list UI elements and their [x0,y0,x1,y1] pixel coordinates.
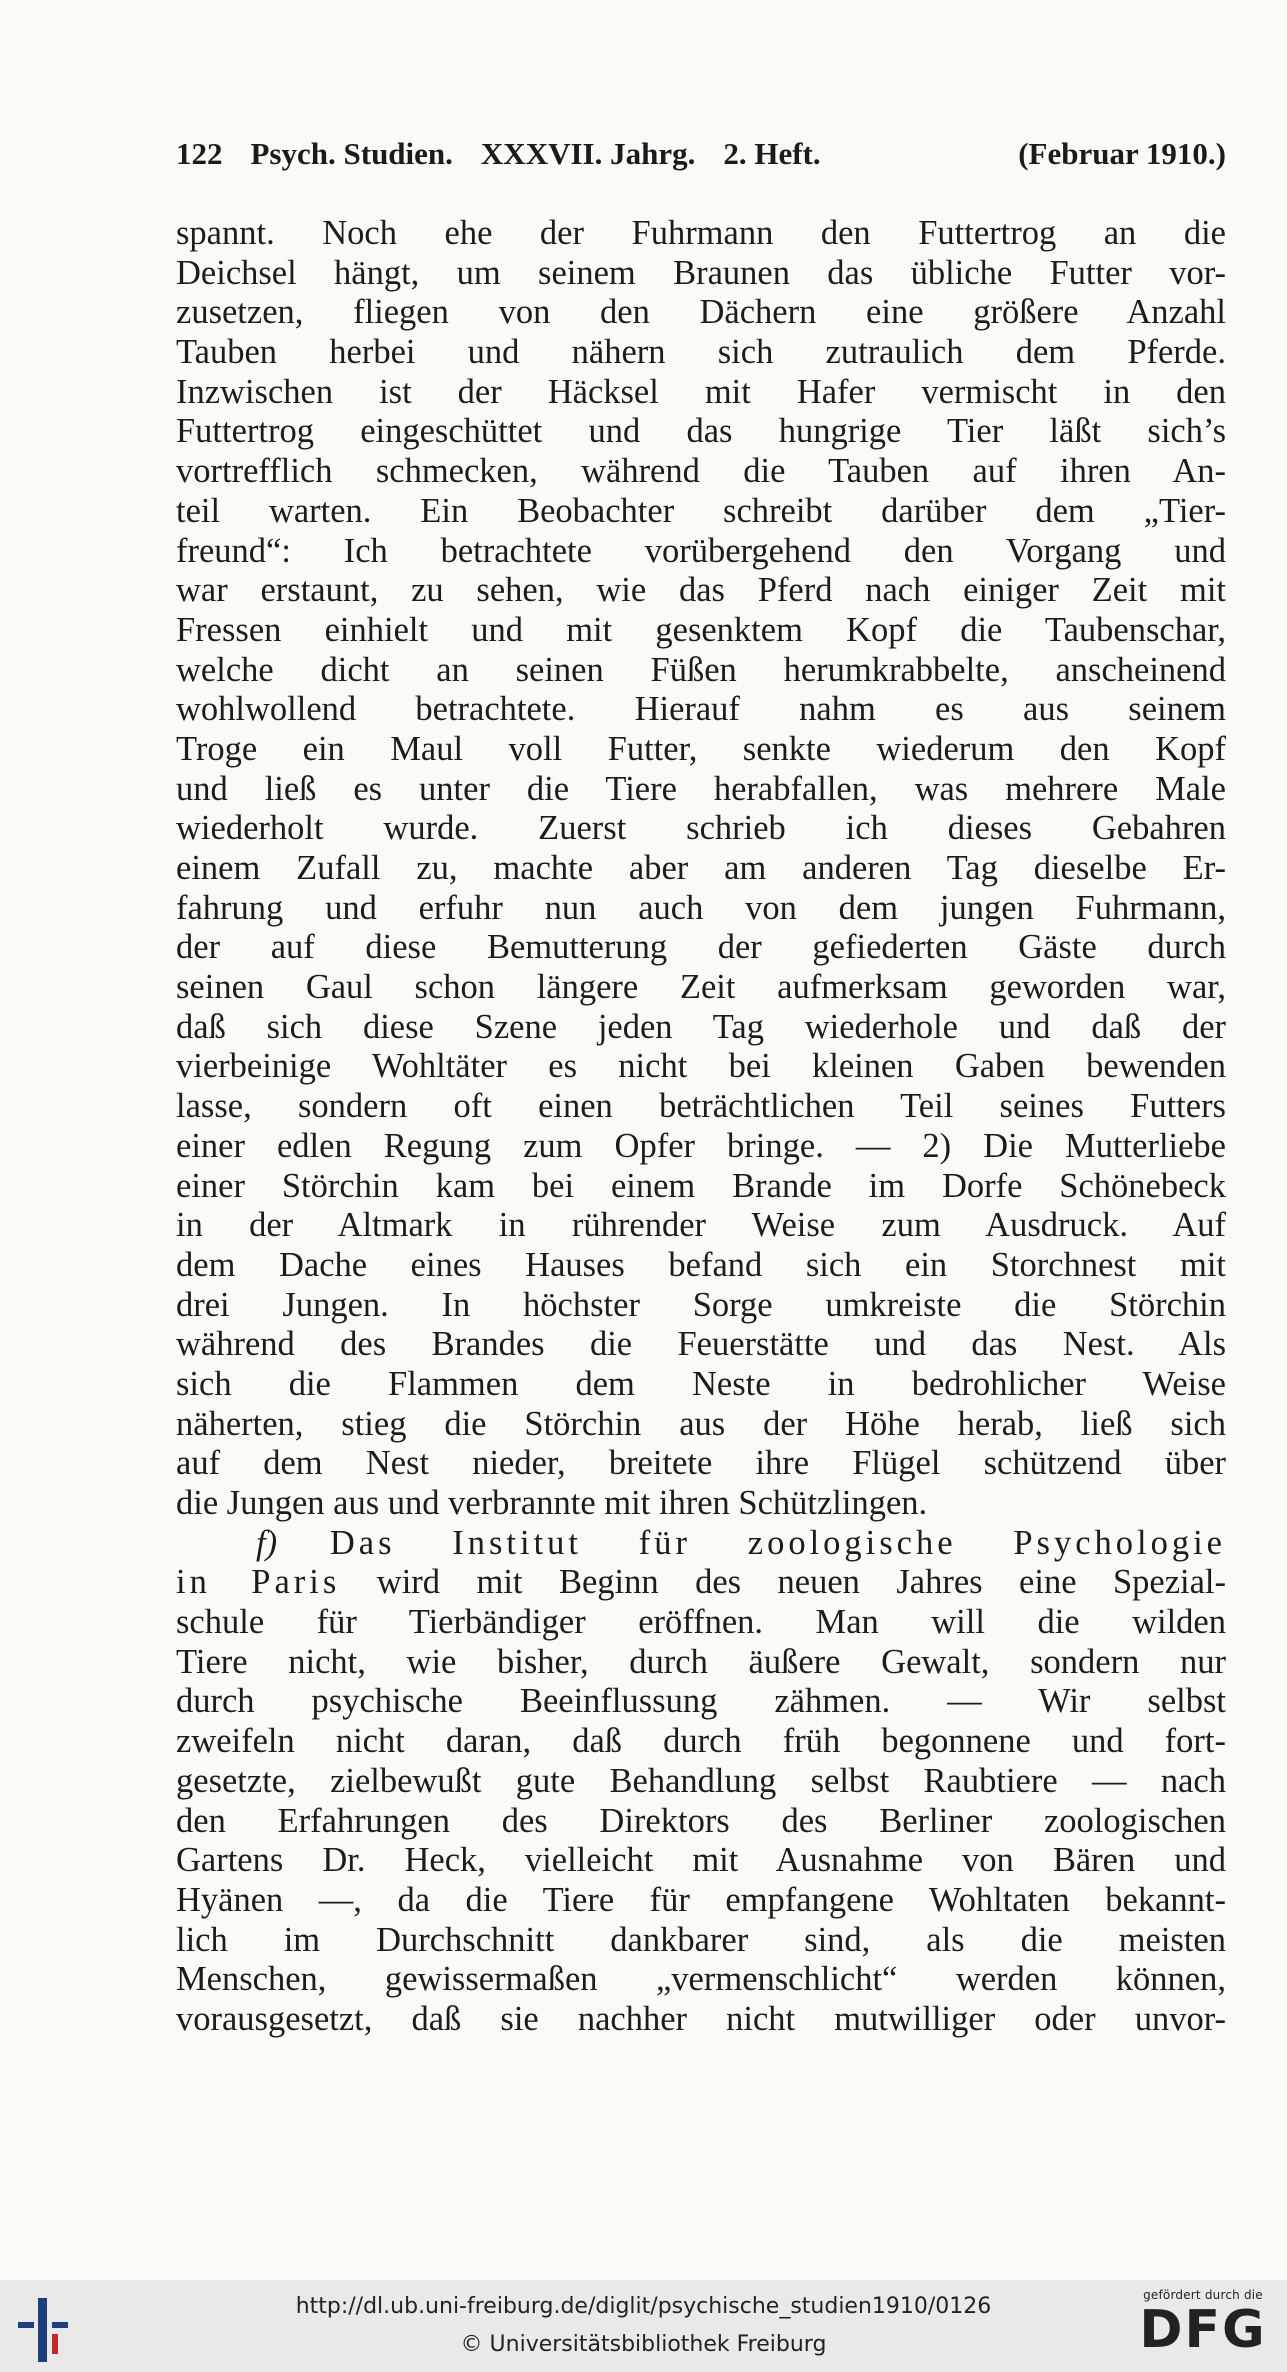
text-line: vorausgesetzt, daß sie nachher nicht mutwilliger oder unvor- [176,1999,1226,2038]
text-line: vortrefflich schmecken, während die Tauben auf ihren An- [176,452,1226,491]
text-line: in der Altmark in rührender Weise zum Ausdruck. Auf [176,1206,1226,1245]
text-line: daß sich diese Szene jeden Tag wiederhole und daß der [176,1007,1226,1046]
text-line: Menschen, gewissermaßen „vermenschlicht“ werden können, [176,1960,1226,1999]
text-line: Gartens Dr. Heck, vielleicht mit Ausnahme von Bären und [176,1841,1226,1880]
text-line: der auf diese Bemutterung der gefiederten Gäste durch [176,928,1226,967]
page-number: 122 [176,136,223,171]
footer-bar [0,2280,1287,2372]
running-header [176,136,1226,186]
text-line: drei Jungen. In höchster Sorge umkreiste die Störchin [176,1285,1226,1324]
header-left [176,136,821,172]
text-line: näherten, stieg die Störchin aus der Höhe herab, ließ sich [176,1404,1226,1443]
text-line: Deichsel hängt, um seinem Braunen das übliche Futter vor- [176,253,1226,292]
volume: XXXVII. Jahrg. [480,136,696,171]
source-url[interactable]: http://dl.ub.uni-freiburg.de/diglit/psychische_studien1910/0126 [295,2294,992,2319]
text-line: Inzwischen ist der Häcksel mit Hafer vermischt in den [176,372,1226,411]
text-line: seinen Gaul schon längere Zeit aufmerksam geworden war, [176,968,1226,1007]
text-line: schule für Tierbändiger eröffnen. Man will die wilden [176,1603,1226,1642]
text-line: Tiere nicht, wie bisher, durch äußere Gewalt, sondern nur [176,1642,1226,1681]
text-line: spannt. Noch ehe der Fuhrmann den Futtertrog an die [176,214,1226,252]
text-line: einer edlen Regung zum Opfer bringe. — 2) Die Mutterliebe [176,1126,1226,1165]
paragraph-1 [176,214,1226,1524]
text-line: durch psychische Beeinflussung zähmen. — Wir selbst [176,1682,1226,1721]
text-line: lich im Durchschnitt dankbarer sind, als die meisten [176,1920,1226,1959]
dfg-wordmark: DFG [1139,2300,1267,2360]
text-line: lasse, sondern oft einen beträchtlichen Teil seines Futters [176,1087,1226,1126]
journal-title: Psych. Studien. [250,136,453,171]
text-line: welche dicht an seinen Füßen herumkrabbelte, anscheinend [176,650,1226,689]
section-title: Das Institut für zoologische Psychologie [329,1523,1226,1562]
text-line: die Jungen aus und verbrannte mit ihren Schützlingen. [176,1484,928,1522]
text-line: einem Zufall zu, machte aber am anderen Tag dieselbe Er- [176,849,1226,887]
section-title-cont: in Paris [176,1563,341,1602]
text-line: und ließ es unter die Tiere herabfallen, was mehrere Male [176,769,1226,808]
text-line: den Erfahrungen des Direktors des Berliner zoologischen [176,1801,1226,1840]
text-line: einer Störchin kam bei einem Brande im Dorfe Schönebeck [176,1166,1226,1205]
issue-date: (Februar 1910.) [1018,136,1226,171]
paragraph-2-lines [176,1603,1226,2040]
text-line: Fressen einhielt und mit gesenktem Kopf die Taubenschar, [176,610,1226,649]
text-line: Troge ein Maul voll Futter, senkte wiederum den Kopf [176,729,1226,768]
text-line: teil warten. Ein Beobachter schreibt darüber dem „Tier- [176,491,1226,530]
body-text [176,214,1226,2040]
text-line: wiederholt wurde. Zuerst schrieb ich dieses Gebahren [176,809,1226,848]
text-line: dem Dache eines Hauses befand sich ein Storchnest mit [176,1245,1226,1284]
text-line: gesetzte, zielbewußt gute Behandlung selbst Raubtiere — nach [176,1761,1226,1800]
dfg-tagline: gefördert durch die [1143,2288,1263,2302]
text-line: zweifeln nicht daran, daß durch früh begonnene und fort- [176,1722,1226,1761]
text-line: wohlwollend betrachtete. Hierauf nahm es aus seinem [176,690,1226,729]
text-line: war erstaunt, zu sehen, wie das Pferd nach einiger Zeit mit [176,571,1226,610]
text-line: auf dem Nest nieder, breitete ihre Flügel schützend über [176,1444,1226,1483]
section-marker: f) [256,1523,278,1562]
issue: 2. Heft. [723,136,821,171]
paragraph-2 [176,1524,1226,2040]
text-line [176,1524,1226,1564]
text-line: Tauben herbei und nähern sich zutraulich dem Pferde. [176,333,1226,372]
text-line: Futtertrog eingeschüttet und das hungrige Tier läßt sich’s [176,412,1226,451]
text-line: zusetzen, fliegen von den Dächern eine größere Anzahl [176,293,1226,332]
text-line: während des Brandes die Feuerstätte und das Nest. Als [176,1325,1226,1364]
text-line: sich die Flammen dem Neste in bedrohlicher Weise [176,1364,1226,1403]
text-line: fahrung und erfuhr nun auch von dem jungen Fuhrmann, [176,888,1226,927]
text-line: vierbeinige Wohltäter es nicht bei kleinen Gaben bewenden [176,1047,1226,1086]
copyright-notice: © Universitätsbibliothek Freiburg [460,2332,827,2357]
text-line [176,1563,1226,1603]
dfg-logo[interactable] [1133,2288,1273,2368]
text-line: Hyänen —, da die Tiere für empfangene Wohltaten bekannt- [176,1880,1226,1919]
text-line-rest: wird mit Beginn des neuen Jahres eine Spezial- [376,1563,1227,1602]
text-line: freund“: Ich betrachtete vorübergehend den Vorgang und [176,531,1226,570]
